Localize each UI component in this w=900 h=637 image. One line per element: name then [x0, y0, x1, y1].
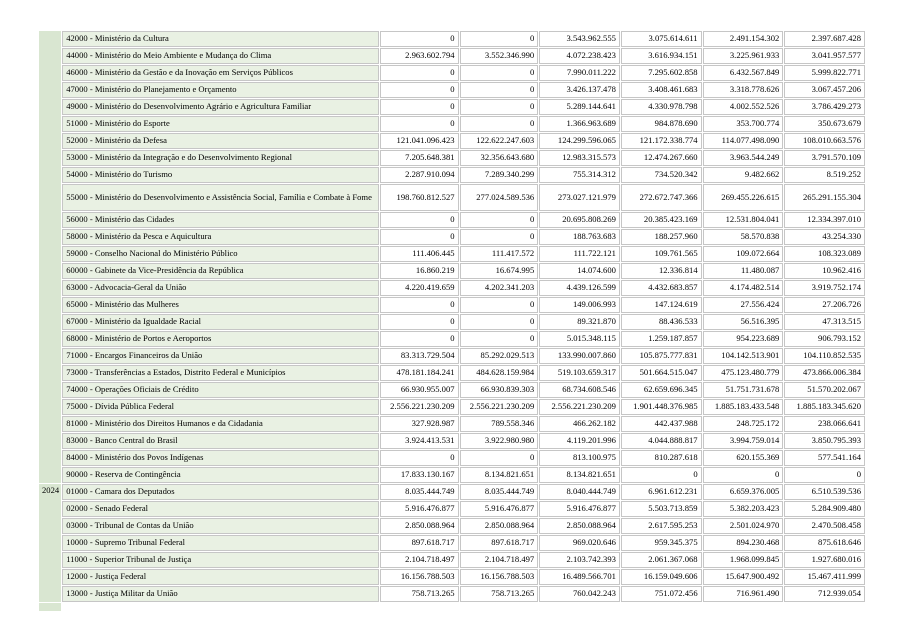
value-cell: 969.020.646: [539, 535, 620, 551]
value-cell: 12.531.804.041: [703, 212, 784, 228]
value-cell: 3.786.429.273: [784, 99, 865, 115]
organization-cell: 81000 - Ministério dos Direitos Humanos e da Cidadania: [62, 416, 379, 432]
value-cell: 6.961.612.231: [621, 484, 702, 500]
organization-cell: 51000 - Ministério do Esporte: [62, 116, 379, 132]
value-cell: 133.990.007.860: [539, 348, 620, 364]
year-blank-cell: [39, 603, 61, 611]
value-cell: 0: [380, 229, 459, 245]
value-cell: 0: [460, 229, 539, 245]
value-cell: 4.432.683.857: [621, 280, 702, 296]
table-row: [39, 467, 865, 483]
table-row: [39, 246, 865, 262]
value-cell: 2.556.221.230.209: [539, 399, 620, 415]
value-cell: 2.556.221.230.209: [460, 399, 539, 415]
value-cell: 2.103.742.393: [539, 552, 620, 568]
value-cell: 12.983.315.573: [539, 150, 620, 166]
value-cell: 277.024.589.536: [460, 184, 539, 211]
value-cell: 1.927.680.016: [784, 552, 865, 568]
value-cell: 5.503.713.859: [621, 501, 702, 517]
value-cell: 89.321.870: [539, 314, 620, 330]
organization-cell: 03000 - Tribunal de Contas da União: [62, 518, 379, 534]
table-row: [39, 116, 865, 132]
value-cell: 350.673.679: [784, 116, 865, 132]
value-cell: 5.015.348.115: [539, 331, 620, 347]
organization-cell: 49000 - Ministério do Desenvolvimento Agrário e Agricultura Familiar: [62, 99, 379, 115]
value-cell: 3.924.413.531: [380, 433, 459, 449]
organization-cell: 71000 - Encargos Financeiros da União: [62, 348, 379, 364]
value-cell: 248.725.172: [703, 416, 784, 432]
value-cell: 16.156.788.503: [380, 569, 459, 585]
value-cell: 109.072.664: [703, 246, 784, 262]
value-cell: 111.406.445: [380, 246, 459, 262]
value-cell: 56.516.395: [703, 314, 784, 330]
value-cell: 1.259.187.857: [621, 331, 702, 347]
value-cell: 5.289.144.641: [539, 99, 620, 115]
value-cell: 1.901.448.376.985: [621, 399, 702, 415]
value-cell: 0: [460, 314, 539, 330]
value-cell: 7.289.340.299: [460, 167, 539, 183]
value-cell: 10.962.416: [784, 263, 865, 279]
value-cell: 3.426.137.478: [539, 82, 620, 98]
value-cell: 3.041.957.577: [784, 48, 865, 64]
value-cell: 3.850.795.393: [784, 433, 865, 449]
table-row: [39, 99, 865, 115]
value-cell: 0: [380, 82, 459, 98]
organization-cell: 42000 - Ministério da Cultura: [62, 31, 379, 47]
value-cell: 2.397.687.428: [784, 31, 865, 47]
organization-cell: 84000 - Ministério dos Povos Indígenas: [62, 450, 379, 466]
value-cell: 2.850.088.964: [460, 518, 539, 534]
value-cell: 1.885.183.345.620: [784, 399, 865, 415]
value-cell: 104.110.852.535: [784, 348, 865, 364]
value-cell: 5.916.476.877: [380, 501, 459, 517]
value-cell: 5.916.476.877: [539, 501, 620, 517]
value-cell: 17.833.130.167: [380, 467, 459, 483]
value-cell: 897.618.717: [380, 535, 459, 551]
value-cell: 4.174.482.514: [703, 280, 784, 296]
value-cell: 2.850.088.964: [380, 518, 459, 534]
value-cell: 198.760.812.527: [380, 184, 459, 211]
organization-cell: 13000 - Justiça Militar da União: [62, 586, 379, 602]
value-cell: 1.366.963.689: [539, 116, 620, 132]
value-cell: 8.035.444.749: [380, 484, 459, 500]
value-cell: 0: [460, 212, 539, 228]
table-row: [39, 184, 865, 211]
table-row: [39, 314, 865, 330]
value-cell: 0: [460, 297, 539, 313]
organization-cell: 11000 - Superior Tribunal de Justiça: [62, 552, 379, 568]
value-cell: 8.134.821.651: [539, 467, 620, 483]
organization-cell: 73000 - Transferências a Estados, Distrito Federal e Municípios: [62, 365, 379, 381]
value-cell: 0: [380, 331, 459, 347]
value-cell: 238.066.641: [784, 416, 865, 432]
value-cell: 0: [380, 450, 459, 466]
value-cell: 3.543.962.555: [539, 31, 620, 47]
table-row: [39, 31, 865, 47]
value-cell: 501.664.515.047: [621, 365, 702, 381]
value-cell: 85.292.029.513: [460, 348, 539, 364]
value-cell: 473.866.006.384: [784, 365, 865, 381]
organization-cell: 01000 - Camara dos Deputados: [62, 484, 379, 500]
value-cell: 108.010.663.576: [784, 133, 865, 149]
value-cell: 0: [460, 116, 539, 132]
value-cell: 3.616.934.151: [621, 48, 702, 64]
organization-cell: 58000 - Ministério da Pesca e Aquicultura: [62, 229, 379, 245]
value-cell: 88.436.533: [621, 314, 702, 330]
table-row: [39, 552, 865, 568]
value-cell: 27.556.424: [703, 297, 784, 313]
value-cell: 789.558.346: [460, 416, 539, 432]
value-cell: 3.919.752.174: [784, 280, 865, 296]
value-cell: 3.318.778.626: [703, 82, 784, 98]
table-row: [39, 501, 865, 517]
organization-cell: 55000 - Ministério do Desenvolvimento e Assistência Social, Família e Combate à Fome: [62, 184, 379, 211]
value-cell: 4.119.201.996: [539, 433, 620, 449]
value-cell: 51.751.731.678: [703, 382, 784, 398]
value-cell: 2.556.221.230.209: [380, 399, 459, 415]
value-cell: 442.437.988: [621, 416, 702, 432]
value-cell: 2.963.602.794: [380, 48, 459, 64]
table-row: [39, 133, 865, 149]
table-row: [39, 48, 865, 64]
value-cell: 0: [460, 65, 539, 81]
organization-cell: 83000 - Banco Central do Brasil: [62, 433, 379, 449]
organization-cell: 12000 - Justiça Federal: [62, 569, 379, 585]
value-cell: 272.672.747.366: [621, 184, 702, 211]
value-cell: 478.181.184.241: [380, 365, 459, 381]
value-cell: 15.467.411.999: [784, 569, 865, 585]
value-cell: 51.570.202.067: [784, 382, 865, 398]
value-cell: 8.134.821.651: [460, 467, 539, 483]
organization-cell: 56000 - Ministério das Cidades: [62, 212, 379, 228]
value-cell: 0: [460, 31, 539, 47]
value-cell: 3.791.570.109: [784, 150, 865, 166]
table-row: [39, 484, 865, 500]
table-row: [39, 263, 865, 279]
value-cell: 906.793.152: [784, 331, 865, 347]
table-row: [39, 150, 865, 166]
value-cell: 2.501.024.970: [703, 518, 784, 534]
value-cell: 4.202.341.203: [460, 280, 539, 296]
value-cell: 7.295.602.858: [621, 65, 702, 81]
value-cell: 6.432.567.849: [703, 65, 784, 81]
value-cell: 0: [380, 212, 459, 228]
table-row: [39, 586, 865, 602]
budget-table: [38, 30, 866, 612]
table-row: [39, 348, 865, 364]
organization-cell: 44000 - Ministério do Meio Ambiente e Mudança do Clima: [62, 48, 379, 64]
table-row: [39, 382, 865, 398]
value-cell: 66.930.955.007: [380, 382, 459, 398]
value-cell: 265.291.155.304: [784, 184, 865, 211]
value-cell: 3.994.759.014: [703, 433, 784, 449]
value-cell: 269.455.226.615: [703, 184, 784, 211]
organization-cell: 63000 - Advocacia-Geral da União: [62, 280, 379, 296]
value-cell: 0: [380, 297, 459, 313]
value-cell: 0: [784, 467, 865, 483]
value-cell: 475.123.480.779: [703, 365, 784, 381]
value-cell: 484.628.159.984: [460, 365, 539, 381]
value-cell: 716.961.490: [703, 586, 784, 602]
value-cell: 104.142.513.901: [703, 348, 784, 364]
table-row: [39, 212, 865, 228]
value-cell: 114.077.498.090: [703, 133, 784, 149]
value-cell: 4.439.126.599: [539, 280, 620, 296]
table-row: [39, 331, 865, 347]
table-row: [39, 416, 865, 432]
value-cell: 32.356.643.680: [460, 150, 539, 166]
value-cell: 16.674.995: [460, 263, 539, 279]
table-body: [39, 31, 865, 611]
table-row: [39, 297, 865, 313]
value-cell: 108.323.089: [784, 246, 865, 262]
value-cell: 7.990.011.222: [539, 65, 620, 81]
value-cell: 2.470.508.458: [784, 518, 865, 534]
table-row: [39, 229, 865, 245]
value-cell: 6.510.539.536: [784, 484, 865, 500]
table-spacer-row: [39, 603, 865, 611]
value-cell: 4.044.888.817: [621, 433, 702, 449]
value-cell: 353.700.774: [703, 116, 784, 132]
value-cell: 2.104.718.497: [460, 552, 539, 568]
value-cell: 3.552.346.990: [460, 48, 539, 64]
spacer-cell: [62, 603, 865, 611]
value-cell: 66.930.839.303: [460, 382, 539, 398]
value-cell: 12.336.814: [621, 263, 702, 279]
value-cell: 27.206.726: [784, 297, 865, 313]
value-cell: 751.072.456: [621, 586, 702, 602]
year-cell: [39, 31, 61, 483]
value-cell: 14.074.600: [539, 263, 620, 279]
organization-cell: 60000 - Gabinete da Vice-Presidência da República: [62, 263, 379, 279]
value-cell: 188.257.960: [621, 229, 702, 245]
value-cell: 109.761.565: [621, 246, 702, 262]
value-cell: 758.713.265: [460, 586, 539, 602]
table-row: [39, 450, 865, 466]
value-cell: 8.035.444.749: [460, 484, 539, 500]
value-cell: 8.040.444.749: [539, 484, 620, 500]
value-cell: 149.006.993: [539, 297, 620, 313]
value-cell: 8.519.252: [784, 167, 865, 183]
value-cell: 4.330.978.798: [621, 99, 702, 115]
value-cell: 519.103.659.317: [539, 365, 620, 381]
value-cell: 712.939.054: [784, 586, 865, 602]
value-cell: 0: [460, 331, 539, 347]
table-row: [39, 365, 865, 381]
value-cell: 0: [380, 65, 459, 81]
value-cell: 147.124.619: [621, 297, 702, 313]
value-cell: 810.287.618: [621, 450, 702, 466]
value-cell: 0: [460, 82, 539, 98]
value-cell: 83.313.729.504: [380, 348, 459, 364]
value-cell: 1.968.099.845: [703, 552, 784, 568]
value-cell: 466.262.182: [539, 416, 620, 432]
value-cell: 121.172.338.774: [621, 133, 702, 149]
value-cell: 20.385.423.169: [621, 212, 702, 228]
value-cell: 11.480.087: [703, 263, 784, 279]
value-cell: 62.659.696.345: [621, 382, 702, 398]
value-cell: 954.223.689: [703, 331, 784, 347]
value-cell: 124.299.596.065: [539, 133, 620, 149]
value-cell: 2.617.595.253: [621, 518, 702, 534]
value-cell: 20.695.808.269: [539, 212, 620, 228]
table-row: [39, 518, 865, 534]
value-cell: 0: [621, 467, 702, 483]
value-cell: 16.159.049.606: [621, 569, 702, 585]
value-cell: 894.230.468: [703, 535, 784, 551]
value-cell: 959.345.375: [621, 535, 702, 551]
value-cell: 4.220.419.659: [380, 280, 459, 296]
value-cell: 620.155.369: [703, 450, 784, 466]
value-cell: 4.072.238.423: [539, 48, 620, 64]
value-cell: 3.922.980.980: [460, 433, 539, 449]
organization-cell: 68000 - Ministério de Portos e Aeroportos: [62, 331, 379, 347]
value-cell: 1.885.183.433.548: [703, 399, 784, 415]
organization-cell: 10000 - Supremo Tribunal Federal: [62, 535, 379, 551]
value-cell: 813.100.975: [539, 450, 620, 466]
table-row: [39, 433, 865, 449]
value-cell: 897.618.717: [460, 535, 539, 551]
value-cell: 47.313.515: [784, 314, 865, 330]
organization-cell: 52000 - Ministério da Defesa: [62, 133, 379, 149]
budget-sheet: [38, 30, 866, 606]
value-cell: 12.334.397.010: [784, 212, 865, 228]
value-cell: 0: [460, 99, 539, 115]
value-cell: 122.622.247.603: [460, 133, 539, 149]
value-cell: 2.061.367.068: [621, 552, 702, 568]
organization-cell: 65000 - Ministério das Mulheres: [62, 297, 379, 313]
value-cell: 4.002.552.526: [703, 99, 784, 115]
organization-cell: 02000 - Senado Federal: [62, 501, 379, 517]
organization-cell: 67000 - Ministério da Igualdade Racial: [62, 314, 379, 330]
value-cell: 755.314.312: [539, 167, 620, 183]
organization-cell: 54000 - Ministério do Turismo: [62, 167, 379, 183]
table-row: [39, 167, 865, 183]
value-cell: 3.408.461.683: [621, 82, 702, 98]
organization-cell: 53000 - Ministério da Integração e do Desenvolvimento Regional: [62, 150, 379, 166]
value-cell: 16.489.566.701: [539, 569, 620, 585]
value-cell: 327.928.987: [380, 416, 459, 432]
value-cell: 875.618.646: [784, 535, 865, 551]
value-cell: 0: [380, 99, 459, 115]
table-row: [39, 399, 865, 415]
table-row: [39, 65, 865, 81]
value-cell: 2.104.718.497: [380, 552, 459, 568]
organization-cell: 75000 - Dívida Pública Federal: [62, 399, 379, 415]
value-cell: 121.041.096.423: [380, 133, 459, 149]
value-cell: 3.963.544.249: [703, 150, 784, 166]
value-cell: 16.156.788.503: [460, 569, 539, 585]
value-cell: 2.287.910.094: [380, 167, 459, 183]
value-cell: 58.570.838: [703, 229, 784, 245]
value-cell: 3.225.961.933: [703, 48, 784, 64]
value-cell: 0: [380, 314, 459, 330]
value-cell: 5.382.203.423: [703, 501, 784, 517]
value-cell: 3.067.457.206: [784, 82, 865, 98]
value-cell: 105.875.777.831: [621, 348, 702, 364]
value-cell: 43.254.330: [784, 229, 865, 245]
value-cell: 577.541.164: [784, 450, 865, 466]
organization-cell: 46000 - Ministério da Gestão e da Inovação em Serviços Públicos: [62, 65, 379, 81]
value-cell: 111.417.572: [460, 246, 539, 262]
value-cell: 734.520.342: [621, 167, 702, 183]
value-cell: 273.027.121.979: [539, 184, 620, 211]
value-cell: 68.734.608.546: [539, 382, 620, 398]
table-row: [39, 82, 865, 98]
year-cell: 2024: [39, 484, 61, 602]
value-cell: 0: [460, 450, 539, 466]
value-cell: 9.482.662: [703, 167, 784, 183]
value-cell: 6.659.376.005: [703, 484, 784, 500]
organization-cell: 74000 - Operações Oficiais de Crédito: [62, 382, 379, 398]
value-cell: 3.075.614.611: [621, 31, 702, 47]
value-cell: 5.916.476.877: [460, 501, 539, 517]
organization-cell: 59000 - Conselho Nacional do Ministério Público: [62, 246, 379, 262]
organization-cell: 90000 - Reserva de Contingência: [62, 467, 379, 483]
table-row: [39, 535, 865, 551]
value-cell: 0: [703, 467, 784, 483]
value-cell: 111.722.121: [539, 246, 620, 262]
value-cell: 16.860.219: [380, 263, 459, 279]
value-cell: 2.850.088.964: [539, 518, 620, 534]
value-cell: 7.205.648.381: [380, 150, 459, 166]
value-cell: 0: [380, 116, 459, 132]
table-row: [39, 569, 865, 585]
table-row: [39, 280, 865, 296]
value-cell: 758.713.265: [380, 586, 459, 602]
value-cell: 5.999.822.771: [784, 65, 865, 81]
value-cell: 984.878.690: [621, 116, 702, 132]
value-cell: 188.763.683: [539, 229, 620, 245]
value-cell: 760.042.243: [539, 586, 620, 602]
value-cell: 12.474.267.660: [621, 150, 702, 166]
organization-cell: 47000 - Ministério do Planejamento e Orçamento: [62, 82, 379, 98]
value-cell: 0: [380, 31, 459, 47]
value-cell: 2.491.154.302: [703, 31, 784, 47]
value-cell: 5.284.909.480: [784, 501, 865, 517]
value-cell: 15.647.900.492: [703, 569, 784, 585]
